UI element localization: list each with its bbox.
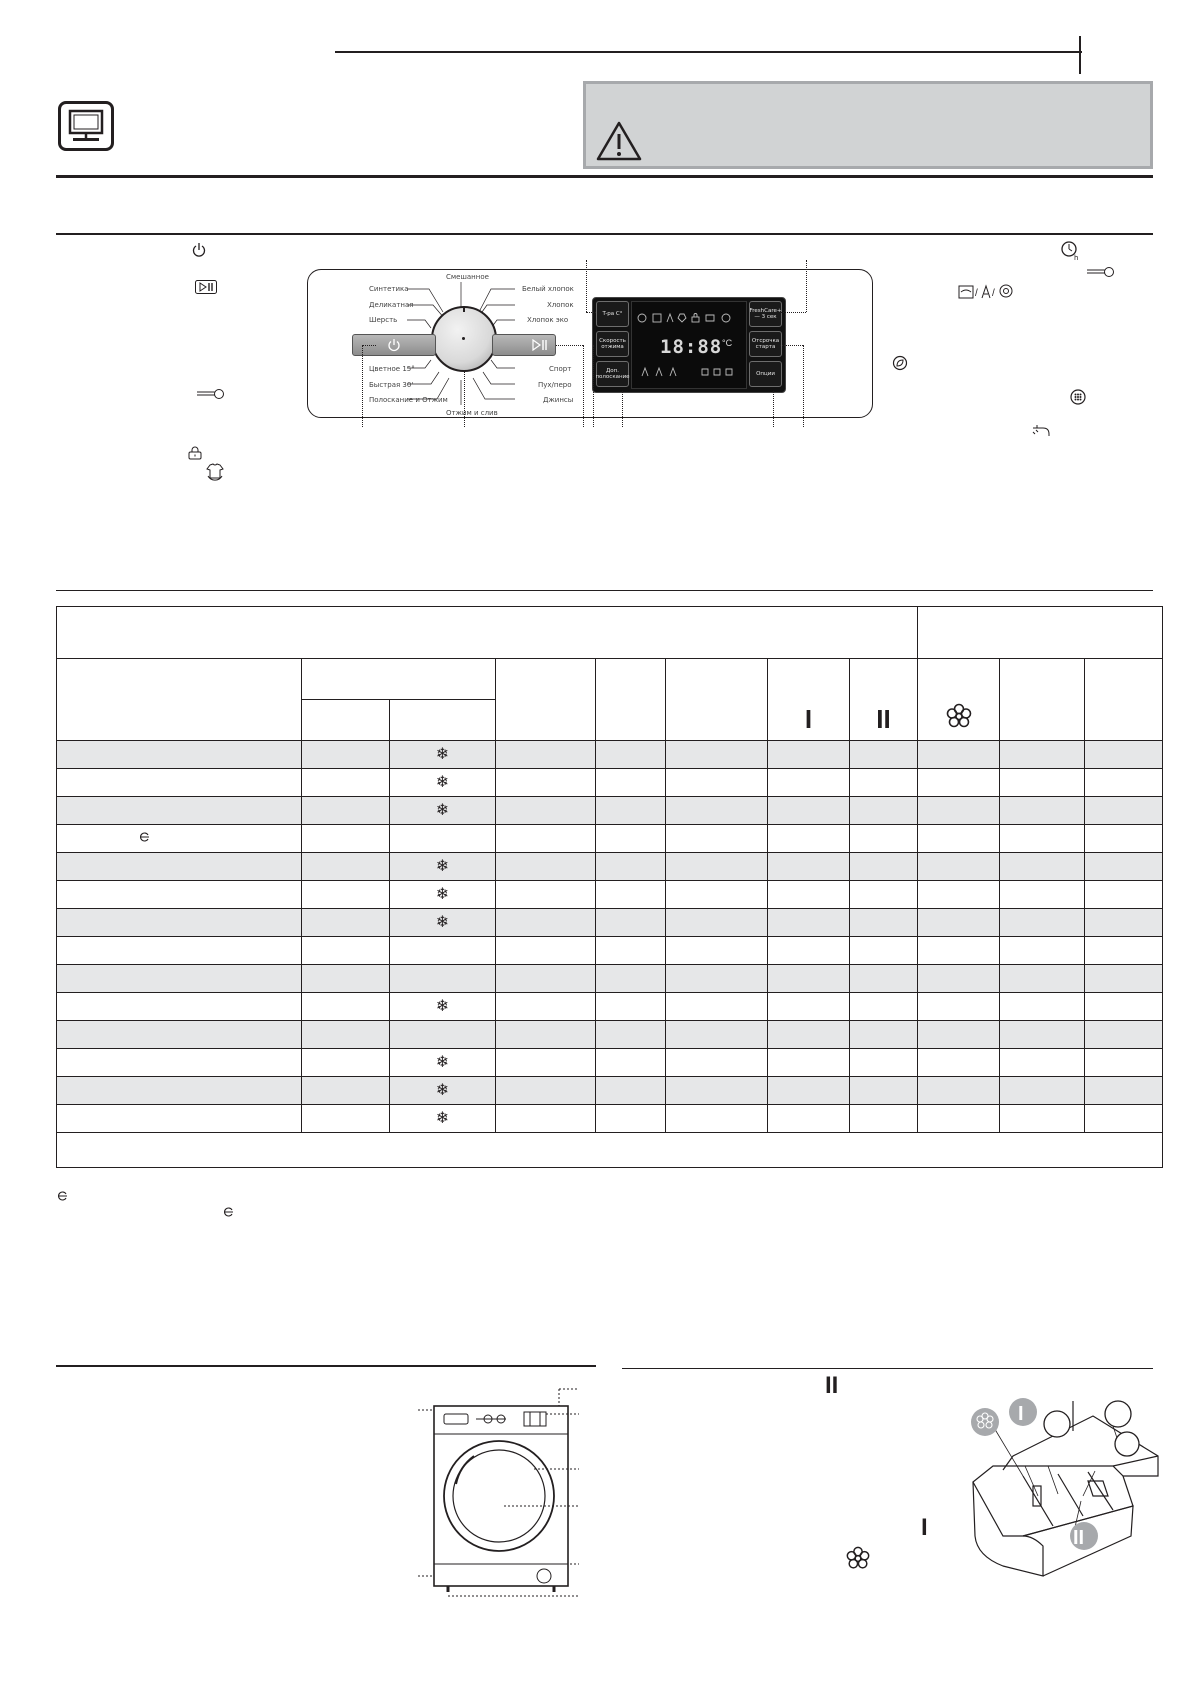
leader-delay-v [803,345,804,427]
dial-center-dot [462,337,465,340]
footnote-eco-icon-2 [223,1206,235,1218]
start-pause-icon [195,280,217,294]
leader-start-v [583,345,584,427]
monitor-icon-box [58,101,114,151]
lcd-time-readout: 18:88 [660,336,723,358]
drawer-badge-1: I [1018,1403,1024,1425]
leader-start-h [556,345,583,346]
dial-label-right-1: Белый хлопок [522,285,574,293]
leader-display-top-right [806,260,807,312]
table-header-row-2 [57,659,1163,700]
leader-dial-v [464,372,465,427]
dial-label-left-1: Синтетика [369,285,409,293]
snowflake-icon: ❄ [435,883,450,903]
dial-label-right-4: Спорт [549,365,572,373]
section-rule-table [56,590,1153,591]
dial-label-right-5: Пух/перо [538,381,572,389]
temperature-button[interactable]: T-ра C° [596,301,629,327]
table-row [57,853,1163,881]
snowflake-icon: ❄ [435,911,450,931]
table-row [57,1077,1163,1105]
washing-machine-illustration [414,1384,584,1610]
softener-flower-icon-bottom [845,1546,871,1572]
options-button[interactable]: Опции [749,361,782,387]
key-lock-icon [197,388,225,400]
table-row [57,993,1163,1021]
drawer-badge-2: II [1073,1527,1085,1549]
dial-label-top: Смешанное [446,273,489,281]
table-row [57,769,1163,797]
table-footer-row [57,1133,1163,1168]
dial-label-right-3: Хлопок эко [527,316,569,324]
lcd-temperature-unit: °C [722,338,733,348]
delay-start-button[interactable]: Отсрочка старта [749,331,782,357]
dial-label-left-6: Полоскание и Отжим [369,396,448,404]
section-rule-bottom-left [56,1365,596,1367]
table-row [57,825,1163,853]
svg-text:h: h [1074,254,1079,261]
lcd-display [631,301,747,389]
water-tap-icon [1031,423,1053,439]
snowflake-icon: ❄ [435,995,450,1015]
section-rule-top [56,175,1153,178]
drawer-compartment-2-mark: II [825,1372,839,1399]
dial-label-bottom: Отжим и слив [446,409,498,417]
table-row [57,1049,1163,1077]
program-table [56,606,1163,1168]
options-icon [1070,389,1086,405]
warning-box [583,81,1153,169]
table-row [57,797,1163,825]
snowflake-icon: ❄ [435,1051,450,1071]
warning-triangle-icon [595,120,643,162]
snowflake-icon: ❄ [435,1107,450,1127]
eco-mark-icon [139,831,151,843]
softener-flower-icon [945,703,973,731]
leader-temp-h [586,312,596,313]
snowflake-icon: ❄ [435,771,450,791]
power-icon [192,242,206,258]
table-body [57,741,1163,1133]
snowflake-icon: ❄ [435,855,450,875]
door-lock-icon [188,446,202,460]
compartment-1-label: I [804,704,813,735]
dial-label-right-6: Джинсы [543,396,574,404]
start-pause-button[interactable] [492,334,556,356]
snowflake-icon: ❄ [435,1079,450,1099]
power-icon [387,338,401,352]
dial-pointer [463,306,465,312]
dial-label-left-3: Шерсть [369,316,398,324]
leader-display-top-left [586,260,587,312]
leader-spin-v [622,391,623,427]
section-rule-panel [56,233,1153,235]
leader-delay-h [780,345,803,346]
table-header-row-1 [57,607,1163,659]
table-row [57,965,1163,993]
leader-options-v [773,391,774,427]
leader-fresh-h [780,312,806,313]
header-tick [1079,36,1081,74]
table-row [57,937,1163,965]
drawer-compartment-1-mark: I [921,1514,928,1541]
spin-speed-button[interactable]: Скорость отжима [596,331,629,357]
detergent-drawer-illustration [963,1386,1163,1586]
header-rule [335,51,1082,53]
svg-text:/: / [975,288,978,299]
dial-label-right-2: Хлопок [547,301,574,309]
table-row [57,881,1163,909]
table-row [57,1105,1163,1133]
section-rule-bottom-right [622,1368,1153,1369]
compartment-2-label: II [876,704,891,735]
freshcare-icon [205,463,225,481]
phase-icons [958,282,1018,300]
lcd-spin-icons [634,366,744,378]
leader-power-v [362,345,363,427]
table-row [57,741,1163,769]
dial-label-left-4: Цветное 15° [369,365,415,373]
dial-label-left-2: Деликатная [369,301,414,309]
extra-rinse-button[interactable]: Доп. полоскание [596,361,629,387]
snowflake-icon: ❄ [435,799,450,819]
dial-label-left-5: Быстрая 30' [369,381,414,389]
leader-power-h [362,345,376,346]
program-dial[interactable] [431,306,497,372]
eco-icon [892,355,908,371]
footnote-eco-icon-1 [57,1190,69,1202]
table-row [57,909,1163,937]
key-lock-icon-right [1087,266,1115,278]
svg-text:/: / [992,288,995,299]
delay-timer-icon [1061,241,1081,261]
table-row [57,1021,1163,1049]
monitor-icon [61,104,111,148]
leader-rinse-v [593,345,594,427]
start-pause-icon [531,339,551,351]
snowflake-icon: ❄ [435,743,450,763]
lcd-status-icons [634,310,744,326]
freshcare-button[interactable]: FreshCare+ — 3 сек [749,301,782,327]
